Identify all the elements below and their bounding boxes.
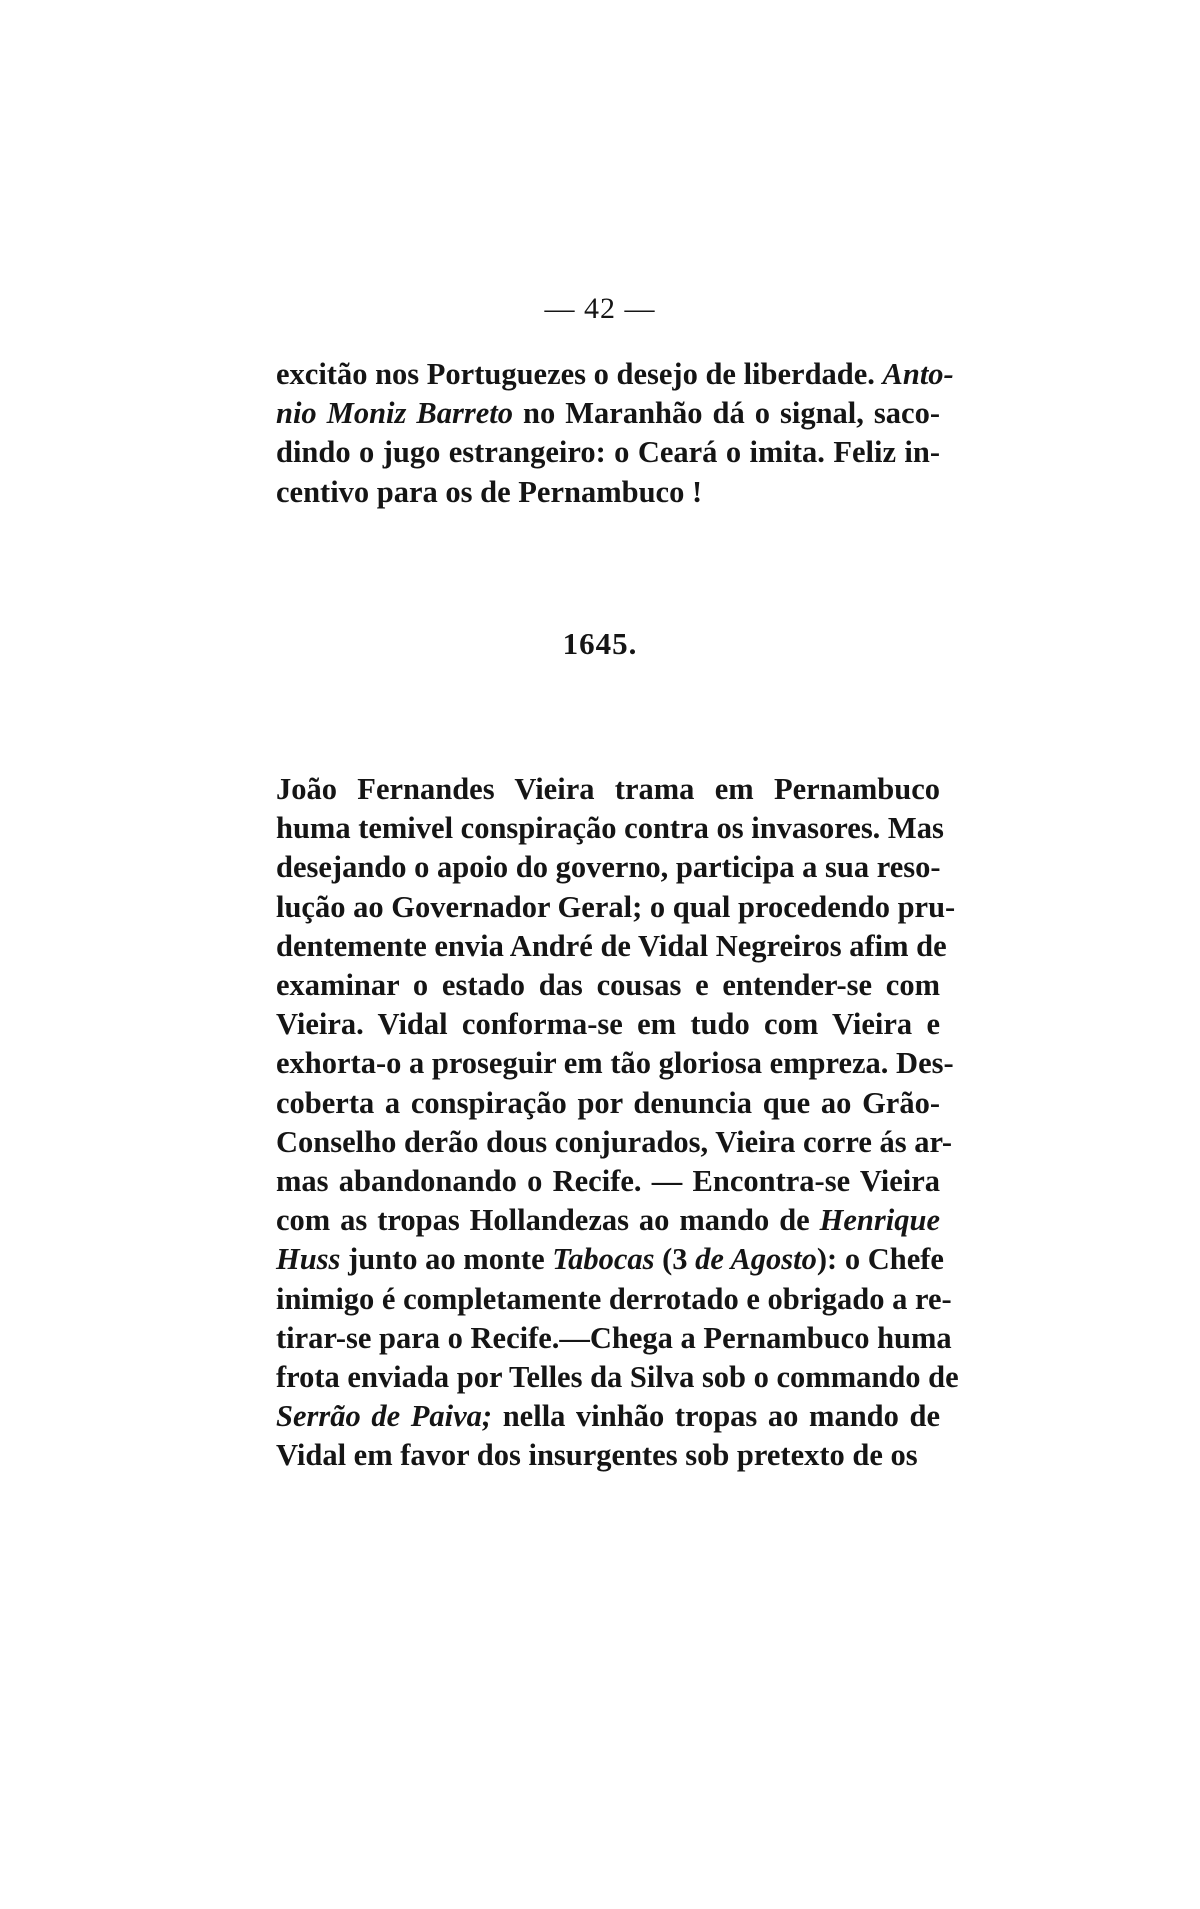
text-line: Conselho derão dous conjurados, Vieira corre ás ar- [276, 1124, 953, 1159]
page-number: — 42 — [544, 292, 656, 325]
italic-run: Henrique [819, 1203, 940, 1238]
italic-run: Anto- [882, 357, 954, 391]
text-line: Vidal em favor dos insurgentes sob pretexto de os [276, 1438, 918, 1473]
text-line: desejando o apoio do governo, participa a sua reso- [276, 850, 941, 885]
italic-run: Serrão de Paiva; [276, 1399, 493, 1434]
text-line: huma temivel conspiração contra os invasores. Mas [276, 811, 944, 846]
text-line: excitão nos Portuguezes o desejo de liberdade. Anto- [276, 357, 954, 391]
text-line: com as tropas Hollandezas ao mando de Henrique [276, 1203, 940, 1238]
text-line: João Fernandes Vieira trama em Pernambuco [276, 772, 940, 806]
year-heading: 1645. [562, 626, 638, 661]
text-line: mas abandonando o Recife. — Encontra-se Vieira [276, 1164, 940, 1199]
text-line: inimigo é completamente derrotado e obrigado a re- [276, 1281, 952, 1316]
text-line: nio Moniz Barreto no Maranhão dá o signal, saco- [276, 396, 940, 431]
text-line: tirar-se para o Recife.—Chega a Pernambuco huma [276, 1320, 952, 1355]
text-line: examinar o estado das cousas e entender-se com [276, 968, 940, 1003]
text-line: Serrão de Paiva; nella vinhão tropas ao mando de [276, 1399, 941, 1434]
text-line: lução ao Governador Geral; o qual procedendo pru- [276, 889, 956, 924]
text-line: Vieira. Vidal conforma-se em tudo com Vieira e [276, 1007, 940, 1042]
text-line: exhorta-o a proseguir em tão gloriosa empreza. Des- [276, 1046, 954, 1081]
italic-run: de Agosto [695, 1242, 817, 1277]
paragraph-1 [276, 355, 954, 512]
text-line: dentemente envia André de Vidal Negreiros afim de [276, 928, 947, 963]
text-line: frota enviada por Telles da Silva sob o commando de [276, 1360, 959, 1395]
text-line: Huss junto ao monte Tabocas (3 de Agosto): o Chefe [276, 1242, 944, 1277]
text-line: centivo para os de Pernambuco ! [276, 474, 703, 509]
italic-run: Tabocas [552, 1242, 655, 1277]
italic-run: nio Moniz Barreto [276, 396, 513, 431]
text-line: dindo o jugo estrangeiro: o Ceará o imita. Feliz in- [276, 435, 940, 470]
paragraph-2 [276, 770, 959, 1476]
text-line: coberta a conspiração por denuncia que ao Grão- [276, 1085, 940, 1120]
italic-run: Huss [276, 1242, 341, 1277]
